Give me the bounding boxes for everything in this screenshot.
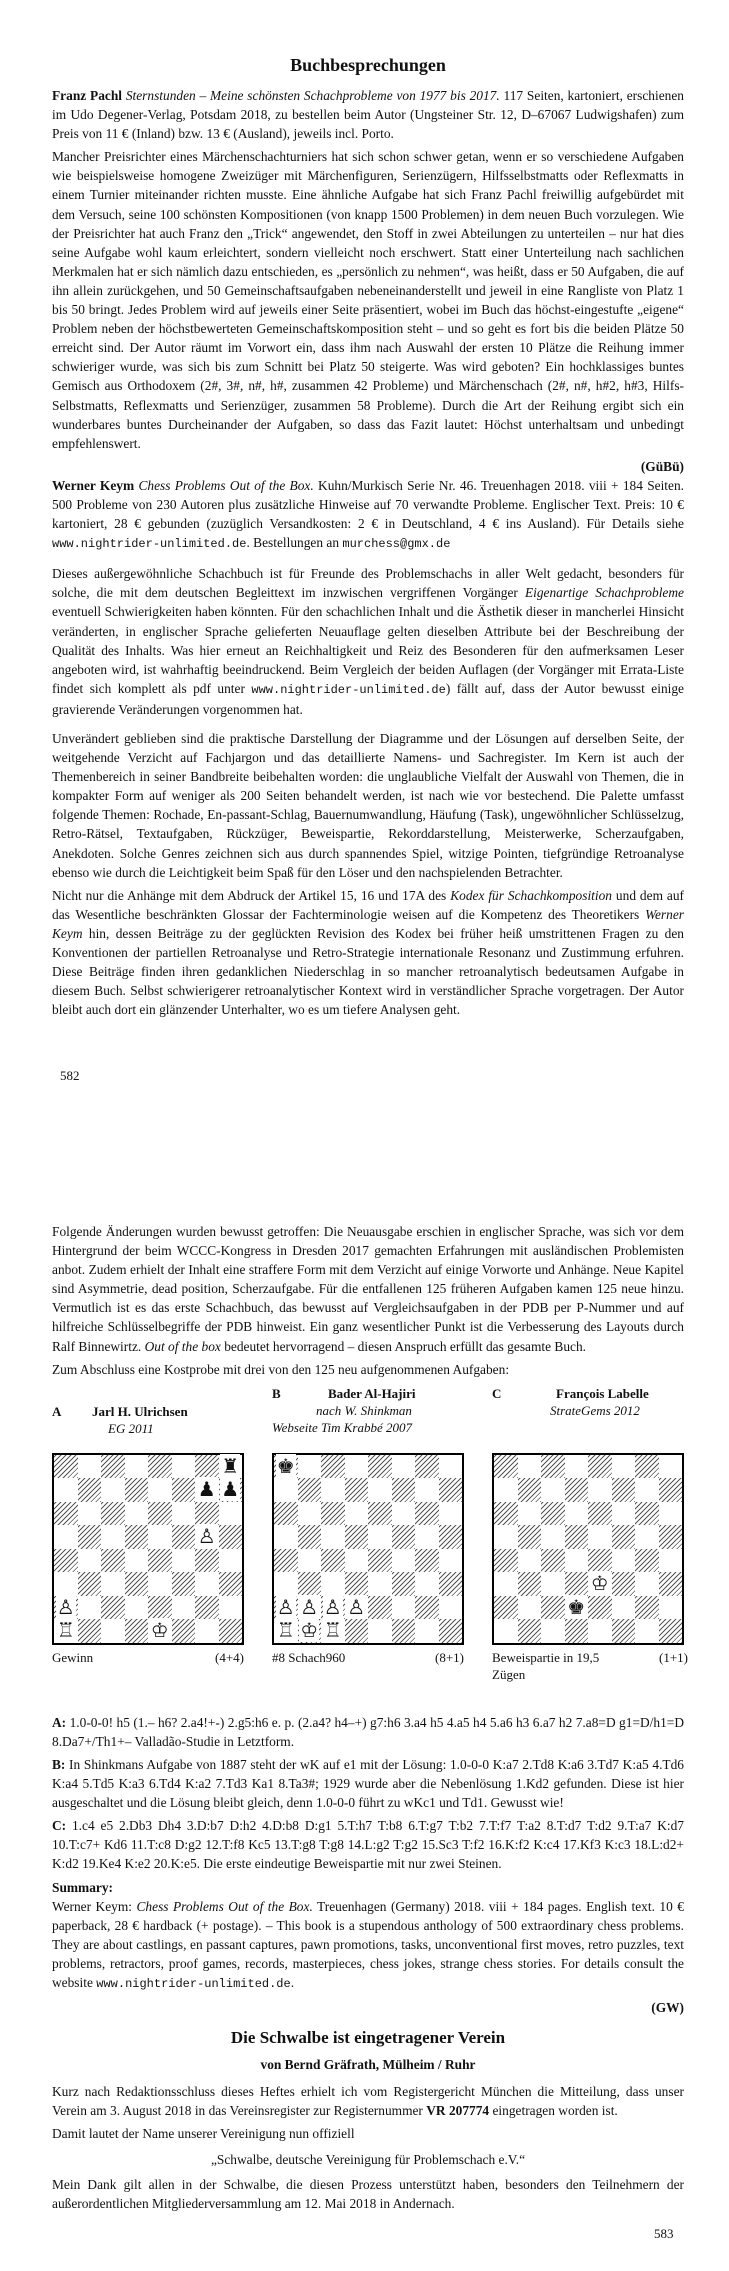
square-b3: [78, 1572, 102, 1596]
summary-heading: Summary:: [52, 1879, 113, 1895]
square-d7: [125, 1478, 149, 1502]
chess-piece-icon: ♔: [150, 1618, 169, 1643]
square-h8: [439, 1455, 463, 1479]
square-d5: [565, 1525, 589, 1549]
square-e4: [588, 1549, 612, 1573]
square-c4: [541, 1549, 565, 1573]
square-g4: [415, 1549, 439, 1573]
square-g3: [635, 1572, 659, 1596]
square-a4: [494, 1549, 518, 1573]
square-d5: [345, 1525, 369, 1549]
review-keym-para1: [52, 564, 684, 719]
square-d1: [345, 1619, 369, 1643]
square-c5: [541, 1525, 565, 1549]
square-g3: [195, 1572, 219, 1596]
square-a2: [494, 1596, 518, 1620]
square-c7: [321, 1478, 345, 1502]
square-h1: [439, 1619, 463, 1643]
square-f8: [172, 1455, 196, 1479]
text: ) fällt auf, dass der Autor bewusst einige gravierende Veränderungen vorgenommen hat.: [52, 680, 685, 717]
book-details: 117 Seiten, kartoniert, erschienen im Udo Degener-Verlag, Potsdam 2018, zu bestellen beim Autor (Ungsteiner Str. 12, D–67067 Ludwigshafen) zum Preis von 11 € (Inland) bzw. 13 € (Ausland), jeweils incl. Porto.: [52, 88, 684, 142]
square-e7: [148, 1478, 172, 1502]
square-a5: [274, 1525, 298, 1549]
book-title: Chess Problems Out of the Box.: [138, 477, 314, 493]
square-h4: [219, 1549, 243, 1573]
diagram-source: Webseite Tim Krabbé 2007: [272, 1419, 412, 1435]
square-a7: [54, 1478, 78, 1502]
solution-a: [52, 1713, 684, 1751]
square-h7: [659, 1478, 683, 1502]
square-h7: [219, 1478, 243, 1502]
square-f1: [172, 1619, 196, 1643]
square-g2: [195, 1596, 219, 1620]
square-c1: [321, 1619, 345, 1643]
register-number: VR 207774: [426, 2103, 490, 2119]
square-h2: [659, 1596, 683, 1620]
square-f4: [392, 1549, 416, 1573]
square-h3: [439, 1572, 463, 1596]
square-a3: [54, 1572, 78, 1596]
square-a4: [54, 1549, 78, 1573]
square-d8: [345, 1455, 369, 1479]
square-c2: [541, 1596, 565, 1620]
square-h4: [659, 1549, 683, 1573]
square-e3: [588, 1572, 612, 1596]
square-f3: [172, 1572, 196, 1596]
square-e5: [148, 1525, 172, 1549]
square-b2: [518, 1596, 542, 1620]
square-f6: [172, 1502, 196, 1526]
square-g5: [415, 1525, 439, 1549]
square-c4: [321, 1549, 345, 1573]
square-c5: [321, 1525, 345, 1549]
square-h6: [659, 1502, 683, 1526]
square-c3: [101, 1572, 125, 1596]
square-f5: [172, 1525, 196, 1549]
square-h2: [439, 1596, 463, 1620]
chess-piece-icon: ♙: [300, 1594, 319, 1619]
square-d6: [565, 1502, 589, 1526]
square-e2: [588, 1596, 612, 1620]
chess-piece-icon: ♖: [56, 1618, 75, 1643]
square-e1: [588, 1619, 612, 1643]
square-h6: [439, 1502, 463, 1526]
square-f4: [172, 1549, 196, 1573]
square-f3: [392, 1572, 416, 1596]
samples-intro: Zum Abschluss eine Kostprobe mit drei von den 125 neu aufgenommenen Aufgaben:: [52, 1361, 510, 1377]
square-c8: [541, 1455, 565, 1479]
piece-count: (1+1): [659, 1649, 688, 1665]
diagram-author: Jarl H. Ulrichsen: [92, 1403, 188, 1419]
square-d6: [345, 1502, 369, 1526]
square-d6: [125, 1502, 149, 1526]
page-number: 583: [654, 2226, 674, 2241]
verein-para1: [52, 2082, 684, 2120]
square-b7: [518, 1478, 542, 1502]
square-e5: [368, 1525, 392, 1549]
solution-text: In Shinkmans Aufgabe von 1887 steht der wK auf e1 mit der Lösung: 1.0-0-0 K:a7 2.Td8 K:a6 3.Td7 K:a5 4.Td6 K:a4 5.Td5 K:a3 6.Td4 K:a2 7.Td3 Ka1 8.Ta3#; 1929 wurde aber die Nebenlösung 1.Kd2 gefunden. Diese ist hier ausgeschaltet und die Lösung bleibt gleich, denn 1.0-0-0 führt zu wKc1 und Td1. Gewusst wie!: [52, 1756, 684, 1811]
text: und dem auf das Wesentliche beschränkten Glossar der Fachterminologie weisen auf die Kompetenz des Theoretikers: [52, 887, 685, 922]
square-f7: [612, 1478, 636, 1502]
square-b8: [78, 1455, 102, 1479]
square-e8: [588, 1455, 612, 1479]
text: Kurz nach Redaktionsschluss dieses Heftes erhielt ich vom Registergericht München die Mitteilung, dass unser Verein am 3. August 2018 in das Vereinsregister zur Registernummer: [52, 2084, 684, 2119]
chess-piece-icon: ♔: [300, 1618, 319, 1643]
square-e8: [368, 1455, 392, 1479]
author-name: Werner Keym: [52, 906, 684, 941]
square-c3: [321, 1572, 345, 1596]
section-heading: Buchbesprechungen: [290, 55, 446, 75]
chess-piece-icon: ♟: [197, 1477, 216, 1502]
square-f6: [612, 1502, 636, 1526]
square-a7: [274, 1478, 298, 1502]
page-583: [52, 1222, 688, 2217]
square-d3: [125, 1572, 149, 1596]
square-e1: [148, 1619, 172, 1643]
square-e7: [588, 1478, 612, 1502]
square-g7: [195, 1478, 219, 1502]
square-g5: [195, 1525, 219, 1549]
square-d2: [345, 1596, 369, 1620]
chess-board: [492, 1453, 684, 1645]
square-b4: [518, 1549, 542, 1573]
square-b7: [298, 1478, 322, 1502]
text: .: [290, 1974, 295, 1990]
square-c3: [541, 1572, 565, 1596]
square-c6: [101, 1502, 125, 1526]
page-number: 582: [60, 1068, 80, 1083]
page-582: [52, 52, 684, 1023]
text: hin, dessen Beiträge zu der geglückten Revision des Kodex bei früher heiß umstrittenen Fragen zu den Konventionen der partiellen Retroanalyse und Retro-Strategie internationale Resonanz und Zustimmung erfuhren. Diese Beiträge finden ihren gedanklichen Niederschlag in so mancher retroanalytisch bedeutsamen Aufgabe in diesem Buch. Selbst schwierigerer retroanalytischer Kontext wird in verständlicher Sprache vorgetragen. Der Autor bleibt auch dort ein glänzender Unterhalter, wo es um tiefere Analysen geht.: [52, 925, 684, 1018]
square-b6: [298, 1502, 322, 1526]
chess-piece-icon: ♟: [221, 1477, 240, 1502]
square-h4: [439, 1549, 463, 1573]
solution-text: 1.0-0-0! h5 (1.– h6? 2.a4!+-) 2.g5:h6 e. p. (2.a4? h4–+) g7:h6 3.a4 h5 4.a5 h4 5.a6 h3 6.a7 h2 7.a8=D g1=D/h1=D 8.Da7+/Th1+– Valladão-Studie in Letztform.: [52, 1714, 684, 1749]
square-g8: [415, 1455, 439, 1479]
square-g8: [635, 1455, 659, 1479]
solution-c: [52, 1816, 684, 1873]
square-h8: [659, 1455, 683, 1479]
square-h3: [219, 1572, 243, 1596]
square-g8: [195, 1455, 219, 1479]
square-g6: [195, 1502, 219, 1526]
square-f4: [612, 1549, 636, 1573]
square-e3: [148, 1572, 172, 1596]
diagram-a: [52, 1385, 248, 1666]
solution-b: [52, 1755, 684, 1812]
diagram-c: [492, 1385, 688, 1683]
square-d2: [565, 1596, 589, 1620]
square-b7: [78, 1478, 102, 1502]
square-b3: [518, 1572, 542, 1596]
summary-text: [52, 1897, 684, 1994]
square-b5: [518, 1525, 542, 1549]
square-e3: [368, 1572, 392, 1596]
square-a6: [494, 1502, 518, 1526]
square-h1: [659, 1619, 683, 1643]
square-c8: [321, 1455, 345, 1479]
square-g6: [415, 1502, 439, 1526]
square-d3: [345, 1572, 369, 1596]
square-d4: [565, 1549, 589, 1573]
reviewer-signature: (GüBü): [640, 458, 684, 474]
square-d8: [565, 1455, 589, 1479]
square-d7: [565, 1478, 589, 1502]
square-c4: [101, 1549, 125, 1573]
website-link[interactable]: www.nightrider-unlimited.de: [251, 682, 446, 697]
chess-piece-icon: ♖: [276, 1618, 295, 1643]
chess-piece-icon: ♙: [56, 1594, 75, 1619]
square-h6: [219, 1502, 243, 1526]
square-e6: [588, 1502, 612, 1526]
diagram-row: [52, 1385, 688, 1705]
stipulation: Gewinn: [52, 1649, 94, 1665]
square-b1: [518, 1619, 542, 1643]
square-a8: [54, 1455, 78, 1479]
square-e2: [148, 1596, 172, 1620]
square-h1: [219, 1619, 243, 1643]
article-heading: Die Schwalbe ist eingetragener Verein: [230, 2028, 506, 2048]
square-e1: [368, 1619, 392, 1643]
square-d1: [565, 1619, 589, 1643]
square-a2: [274, 1596, 298, 1620]
square-c7: [541, 1478, 565, 1502]
square-b1: [78, 1619, 102, 1643]
square-a6: [54, 1502, 78, 1526]
square-g6: [635, 1502, 659, 1526]
square-h2: [219, 1596, 243, 1620]
text: Nicht nur die Anhänge mit dem Abdruck der Artikel 15, 16 und 17A des: [52, 887, 451, 903]
square-a8: [494, 1455, 518, 1479]
book-title: Chess Problems Out of the Box.: [136, 1898, 313, 1914]
square-e5: [588, 1525, 612, 1549]
solution-label: C:: [52, 1818, 67, 1834]
chess-piece-icon: ♖: [323, 1618, 342, 1643]
chess-piece-icon: ♜: [221, 1453, 240, 1478]
square-a5: [54, 1525, 78, 1549]
square-g5: [635, 1525, 659, 1549]
square-g7: [635, 1478, 659, 1502]
website-link[interactable]: www.nightrider-unlimited.de: [52, 537, 247, 552]
square-a5: [494, 1525, 518, 1549]
square-b8: [298, 1455, 322, 1479]
diagram-after: nach W. Shinkman: [316, 1402, 412, 1418]
stipulation: #8 Schach960: [272, 1649, 346, 1665]
diagram-source: StrateGems 2012: [550, 1402, 640, 1418]
square-b6: [518, 1502, 542, 1526]
square-a6: [274, 1502, 298, 1526]
square-h5: [439, 1525, 463, 1549]
square-a2: [54, 1596, 78, 1620]
piece-count: (8+1): [435, 1649, 464, 1665]
square-b5: [78, 1525, 102, 1549]
square-b2: [298, 1596, 322, 1620]
text: Folgende Änderungen wurden bewusst getroffen: Die Neuausgabe erschien in englischer Sprache, was sich vor dem Hintergrund der beim WCCC-Kongress in Dresden 2017 gemachten Erfahrungen mit ausländischen Problemisten anbot. Zudem erhielt der Inhalt eine straffere Form mit dem Verzicht auf einige Vorworte und Anhänge. Neue Kapitel sind Asymmetrie, dead position, Scherzaufgabe. Für die entfallenen 125 früheren Aufgaben kamen 125 neue hinzu. Vermutlich ist es das erste Schachbuch, das bewusst auf Vergleichsaufgaben in der PDB per P-Nummer und auf hilfreiche Schlüsselbegriffe der PDB hinweist. Ein ganz wesentlicher Punkt ist die Verbesserung des Layouts durch Ralf Binnewirtz.: [52, 1224, 684, 1354]
chess-piece-icon: ♙: [197, 1524, 216, 1549]
book-details: Kuhn/Murkisch Serie Nr. 46. Treuenhagen 2018. viii + 184 Seiten. 500 Probleme von 230 Autoren plus zusätzliche Hinweise auf 70 verwandte Probleme. Englischer Text. Preis: 10 € kartoniert, 28 € gebunden (zuzüglich Versandkosten: 2 € in Deutschland, 4 € ins Ausland). Für Details siehe: [52, 477, 685, 532]
diagram-b: [272, 1385, 468, 1666]
square-d4: [125, 1549, 149, 1573]
square-h5: [219, 1525, 243, 1549]
diagram-letter: A: [52, 1403, 62, 1419]
square-f8: [612, 1455, 636, 1479]
review-keym-header: [52, 476, 684, 554]
square-a4: [274, 1549, 298, 1573]
diagram-letter: C: [492, 1385, 502, 1401]
solution-label: B:: [52, 1756, 66, 1772]
square-g1: [195, 1619, 219, 1643]
square-f2: [172, 1596, 196, 1620]
book-title: Sternstunden – Meine schönsten Schachprobleme von 1977 bis 2017.: [125, 88, 500, 103]
text: Dieses außergewöhnliche Schachbuch ist für Freunde des Problemschachs in aller Welt gedacht, besonders für solche, die mit dem deutschen Begleittext im inzwischen vergriffenen Vorgänger: [52, 566, 684, 601]
square-c7: [101, 1478, 125, 1502]
square-f1: [392, 1619, 416, 1643]
square-e6: [148, 1502, 172, 1526]
square-a3: [494, 1572, 518, 1596]
square-h8: [219, 1455, 243, 1479]
piece-count: (4+4): [215, 1649, 244, 1665]
square-c6: [541, 1502, 565, 1526]
changes-para: [52, 1222, 684, 1356]
square-c1: [101, 1619, 125, 1643]
text: eingetragen worden ist.: [489, 2103, 618, 2119]
chess-piece-icon: ♚: [276, 1453, 295, 1478]
square-b2: [78, 1596, 102, 1620]
square-a8: [274, 1455, 298, 1479]
square-a1: [274, 1619, 298, 1643]
book-details-cont: . Bestellungen an: [246, 535, 343, 551]
kodex-title: Kodex für Schachkomposition: [450, 887, 612, 903]
square-a1: [494, 1619, 518, 1643]
square-f5: [392, 1525, 416, 1549]
review-pachl-body: Mancher Preisrichter eines Märchenschachturniers hat sich schon schwer getan, wenn er so verschiedene Aufgaben wie beispielsweise homogene Zweizüger mit Märchenfiguren, Serienzügern, Hilfsselbstmatts oder Reflexmatts in einem Turnier miteinander richten musste. Eine ähnliche Aufgabe hat sich Franz Pachl freiwillig aufgebürdet mit dem Versuch, seine 100 schönsten Kompositionen (von knapp 1500 Problemen) in dem neuen Buch vorzulegen. Wie der Preisrichter hat auch Franz den „Trick“ angewendet, den Stoff in zwei Abteilungen zu unterteilen – nur hat dies seine Aufgabe wohl kaum erleichtert, sondern vielleicht noch erschwert. Statt einer Unterteilung nach sachlichen Merkmalen hat er sich nämlich dazu entschieden, es „persönlich zu nehmen“, was heißt, dass er 50 Aufgaben, die auf ihn allein zurückgehen, und 50 Gemeinschaftsaufgaben nebeneinanderstellt und jeweil in eine Rangliste von Platz 1 bis 50 bringt. Jedes Problem wird auf jeweils einer Seite präsentiert, wobei im Buch das höchst-eingestufte „eigene“ Problem neben der höchstbewerteten Gemeinschaftskomposition steht – und so geht es fort bis die beiden Plätze 50 erreicht sind. Der Autor räumt im Vorwort ein, dass ihm nach Auswahl der ersten 10 Plätze die Reihung immer schwieriger wurde, was sich bis zum Schnitt bei Platz 50 steigerte. Was wird geboten? Ein hochklassiges buntes Gemisch aus Orthodoxem (2#, 3#, n#, h#, zusammen 42 Probleme) und Märchenschach (2#, n#, h#2, h#3, Hilfs-Selbstmatts, Reflexmatts und Serienzüger, zusammen 58 Probleme). Durch die Art der Reihung ergibt sich ein wunderbares buntes Durcheinander der Aufgaben, so dass das Fazit lautet: Höchst unterhaltsam und unbedingt empfehlenswert.: [52, 149, 684, 451]
square-f7: [392, 1478, 416, 1502]
square-d7: [345, 1478, 369, 1502]
stipulation: Beweispartie in 19,5 Zügen: [492, 1649, 600, 1682]
order-email[interactable]: murchess@gmx.de: [342, 537, 451, 552]
article-byline: von Bernd Gräfrath, Mülheim / Ruhr: [260, 2057, 476, 2073]
square-e8: [148, 1455, 172, 1479]
square-e7: [368, 1478, 392, 1502]
square-b4: [78, 1549, 102, 1573]
square-e4: [368, 1549, 392, 1573]
diagram-author: Bader Al-Hajiri: [328, 1385, 416, 1401]
chess-piece-icon: ♔: [590, 1571, 609, 1596]
diagram-source: EG 2011: [108, 1420, 154, 1436]
solution-text: 1.c4 e5 2.Db3 Dh4 3.D:b7 D:h2 4.D:b8 D:g1 5.T:h7 T:b8 6.T:g7 T:b2 7.T:f7 T:a2 8.T:d7 T:d2 9.T:a7 K:d7 10.T:c7+ Kd6 11.T:c8 D:g2 12.T:f8 Kc5 13.T:g8 T:g8 14.L:g2 T:g2 15.Sc3 T:f2 16.K:f2 K:c4 17.Kf3 K:c3 18.L:d2+ K:d2 19.Ke4 K:e2 20.K:e5. Die erste eindeutige Beweispartie mit nur zwei Steinen.: [52, 1818, 684, 1872]
chess-piece-icon: ♙: [276, 1594, 295, 1619]
chess-piece-icon: ♙: [347, 1594, 366, 1619]
square-b5: [298, 1525, 322, 1549]
square-f6: [392, 1502, 416, 1526]
square-f7: [172, 1478, 196, 1502]
square-f5: [612, 1525, 636, 1549]
verein-para3: Mein Dank gilt allen in der Schwalbe, die diesen Prozess unterstützt haben, besonders den Teilnehmern der außerordentlichen Mitgliederversammlung am 12. Mai 2018 in Andernach.: [52, 2176, 684, 2211]
square-g2: [635, 1596, 659, 1620]
square-b1: [298, 1619, 322, 1643]
text: Treuenhagen (Germany) 2018. viii + 184 pages. English text. 10 € paperback, 28 € hardback (+ postage). – This book is a stupendous anthology of 500 extraordinary chess problems. They are about castlings, en passant captures, pawn promotions, tasks, unconventional first moves, retro puzzles, text problems, retractors, proof games, records, masterpieces, chess jokes, strange chess stories. For details consult the website: [52, 1898, 684, 1990]
square-f2: [392, 1596, 416, 1620]
square-a7: [494, 1478, 518, 1502]
square-f2: [612, 1596, 636, 1620]
square-c2: [321, 1596, 345, 1620]
square-h7: [439, 1478, 463, 1502]
square-e2: [368, 1596, 392, 1620]
square-g4: [195, 1549, 219, 1573]
square-c8: [101, 1455, 125, 1479]
square-g2: [415, 1596, 439, 1620]
square-b6: [78, 1502, 102, 1526]
square-f3: [612, 1572, 636, 1596]
square-d5: [125, 1525, 149, 1549]
square-f1: [612, 1619, 636, 1643]
square-g1: [635, 1619, 659, 1643]
review-author: Werner Keym: [52, 477, 135, 493]
square-c2: [101, 1596, 125, 1620]
diagram-letter: B: [272, 1385, 281, 1401]
reviewer-signature: (GW): [651, 2000, 684, 2016]
square-b3: [298, 1572, 322, 1596]
square-g3: [415, 1572, 439, 1596]
chess-board: [272, 1453, 464, 1645]
text: eventuell Schwierigkeiten haben könnten. Für den schachlichen Inhalt und die Ästhetik dieser in mancherlei Hinsicht veränderten, in englischer Sprache gelieferten Neuauflage gelten dieselben Attribute bei der Beschreibung der Qualität des Inhalts. Was hier erneut an Reichhaltigkeit und Reiz des Besonderen für den aufmerksamen Leser angeboten wird, ist wahrhaftig beeindruckend. Beim Vergleich der beiden Auflagen (der Vorgänger mit Errata-Liste findet sich komplett als pdf unter: [52, 604, 684, 696]
text: bedeutet hervorragend – diesen Anspruch erfüllt das gesamte Buch.: [220, 1338, 587, 1354]
square-c1: [541, 1619, 565, 1643]
text: Werner Keym:: [52, 1898, 137, 1914]
square-e4: [148, 1549, 172, 1573]
chess-piece-icon: ♙: [323, 1594, 342, 1619]
chess-piece-icon: ♚: [567, 1594, 586, 1619]
review-author: Franz Pachl: [52, 88, 122, 103]
book-title-short: Out of the box: [144, 1338, 221, 1354]
review-keym-para3: [52, 886, 684, 1020]
square-g7: [415, 1478, 439, 1502]
square-d3: [565, 1572, 589, 1596]
square-h5: [659, 1525, 683, 1549]
square-d8: [125, 1455, 149, 1479]
square-h3: [659, 1572, 683, 1596]
solution-label: A:: [52, 1714, 67, 1730]
diagram-author: François Labelle: [556, 1385, 649, 1401]
square-a3: [274, 1572, 298, 1596]
square-d2: [125, 1596, 149, 1620]
square-g1: [415, 1619, 439, 1643]
square-b4: [298, 1549, 322, 1573]
association-name: „Schwalbe, deutsche Vereinigung für Problemschach e.V.“: [210, 2151, 526, 2167]
review-keym-para2: Unverändert geblieben sind die praktische Darstellung der Diagramme und der Lösungen auf derselben Seite, der weitgehende Verzicht auf Fachjargon und das detaillierte Namens- und Sachregister. Im Kern ist auch der Themenbereich in seiner Bandbreite beibehalten worden: die unglaubliche Vielfalt der Auswahl von Themen, die in kompakter Form auf weniger als 200 Seiten behandelt werden, ist nach wie vor bestechend. Die Palette umfasst folgende Themen: Rochade, En-passant-Schlag, Bauernumwandlung, Häufung (Task), ungewöhnlicher Schlüsselzug, Retro-Rätsel, Textaufgaben, Rückzüger, Beweispartie, Rekorddarstellung, Meisterwerke, Scherzaufgaben, Anekdoten. Solche Genres zeichnen sich aus durch spannendes Spiel, witzige Pointen, tiefgründige Retroanalyse ebenso wie durch die Leichtigkeit beim Spaß für den Löser und den nachspielenden Betrachter.: [52, 731, 684, 880]
square-d4: [345, 1549, 369, 1573]
square-b8: [518, 1455, 542, 1479]
square-a1: [54, 1619, 78, 1643]
square-e6: [368, 1502, 392, 1526]
review-pachl-header: [52, 86, 684, 143]
website-link[interactable]: www.nightrider-unlimited.de: [96, 1976, 291, 1991]
square-f8: [392, 1455, 416, 1479]
square-c6: [321, 1502, 345, 1526]
book-title-predecessor: Eigenartige Schachprobleme: [524, 585, 684, 601]
square-c5: [101, 1525, 125, 1549]
chess-board: [52, 1453, 244, 1645]
verein-para2: Damit lautet der Name unserer Vereinigung nun offiziell: [52, 2126, 355, 2142]
square-g4: [635, 1549, 659, 1573]
square-d1: [125, 1619, 149, 1643]
